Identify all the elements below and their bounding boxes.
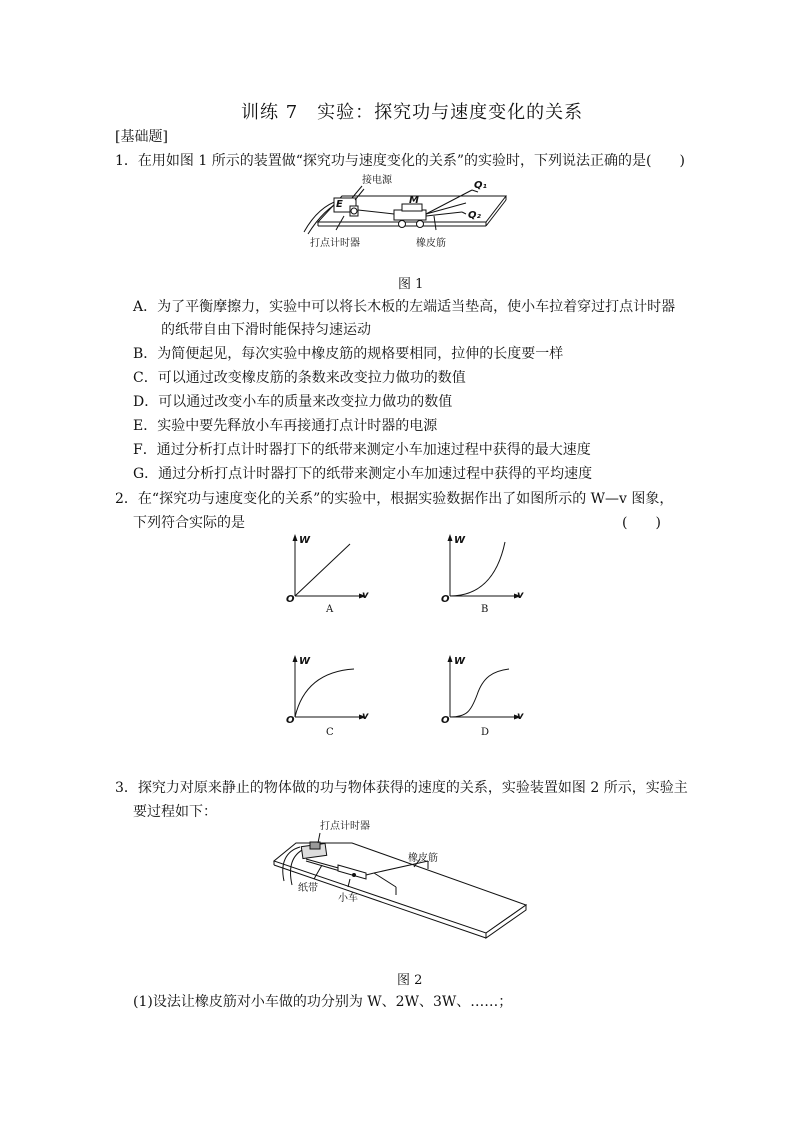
graph-a-x-label: v <box>362 590 369 601</box>
graph-a-origin: O <box>286 594 295 605</box>
figure-1-caption: 图 1 <box>398 277 424 292</box>
q1-option-b: B．为简便起见，每次实验中橡皮筋的规格要相同，拉伸的长度要一样 <box>133 346 564 362</box>
page-title: 训练 7 实验：探究功与速度变化的关系 <box>241 102 584 123</box>
graph-b-x-label: v <box>517 590 524 601</box>
graph-a-letter: A <box>326 604 334 615</box>
q1-option-a: A．为了平衡摩擦力，实验中可以将长木板的左端适当垫高，使小车拉着穿过打点计时器 <box>133 299 676 315</box>
graph-d-letter: D <box>481 727 490 738</box>
graph-a-y-label: W <box>299 535 311 546</box>
q1-option-d: D．可以通过改变小车的质量来改变拉力做功的数值 <box>133 394 453 410</box>
q3-step-1: (1)设法让橡皮筋对小车做的功分别为 W、2W、3W、……； <box>133 994 513 1010</box>
graph-c-curve <box>295 669 354 717</box>
graph-d-origin: O <box>441 715 450 726</box>
graph-c <box>282 651 372 739</box>
graph-b-curve <box>450 542 505 596</box>
q2-stem-line2: 下列符合实际的是 <box>133 515 245 531</box>
fig2-label-cart: 小车 <box>338 893 358 904</box>
q1-option-c: C．可以通过改变橡皮筋的条数来改变拉力做功的数值 <box>133 370 466 386</box>
fig1-label-timer: 打点计时器 <box>310 238 360 249</box>
fig1-label-E: E <box>336 199 343 210</box>
q3-stem-line2: 要过程如下： <box>133 804 217 820</box>
graph-c-x-label: v <box>362 711 369 722</box>
graph-c-letter: C <box>326 727 334 738</box>
figure-2-caption: 图 2 <box>397 973 423 988</box>
fig1-label-rubber: 橡皮筋 <box>416 238 446 249</box>
q1-stem: 1．在用如图 1 所示的装置做“探究功与速度变化的关系”的实验时，下列说法正确的是( ) <box>115 153 685 169</box>
fig2-label-timer: 打点计时器 <box>320 821 370 832</box>
q1-option-g: G．通过分析打点计时器打下的纸带来测定小车加速过程中获得的平均速度 <box>133 466 593 482</box>
graph-d <box>437 651 527 739</box>
fig1-label-Q1: Q₁ <box>474 180 487 191</box>
graph-d-y-label: W <box>454 656 466 667</box>
fig1-label-power: 接电源 <box>362 175 392 186</box>
q3-stem-line1: 3．探究力对原来静止的物体做的功与物体获得的速度的关系，实验装置如图 2 所示，实验主 <box>115 780 688 796</box>
graph-b-y-label: W <box>454 535 466 546</box>
graph-b <box>437 530 527 615</box>
graph-c-y-label: W <box>299 656 311 667</box>
fig1-label-M: M <box>409 195 419 206</box>
q1-option-e: E．实验中要先释放小车再接通打点计时器的电源 <box>133 418 438 434</box>
graph-b-letter: B <box>481 604 489 615</box>
graph-a-curve <box>295 544 350 596</box>
graph-d-x-label: v <box>517 711 524 722</box>
q1-option-f: F．通过分析打点计时器打下的纸带来测定小车加速过程中获得的最大速度 <box>133 442 591 458</box>
fig2-label-tape: 纸带 <box>298 883 318 894</box>
graph-d-curve <box>450 669 509 717</box>
graph-b-origin: O <box>441 594 450 605</box>
fig1-label-Q2: Q₂ <box>468 210 481 221</box>
q1-option-a-cont: 的纸带自由下滑时能保持匀速运动 <box>161 322 371 338</box>
q2-stem-line1: 2．在“探究功与速度变化的关系”的实验中，根据实验数据作出了如图所示的 W—v 图象， <box>115 491 674 507</box>
graph-a <box>282 530 372 615</box>
section-label: [基础题] <box>115 129 168 145</box>
figure-1-apparatus <box>296 170 516 265</box>
q2-answer-blank: ( ) <box>622 515 661 531</box>
graph-c-origin: O <box>286 715 295 726</box>
figure-2-apparatus <box>270 815 535 945</box>
fig2-label-rubber: 橡皮筋 <box>408 853 438 864</box>
